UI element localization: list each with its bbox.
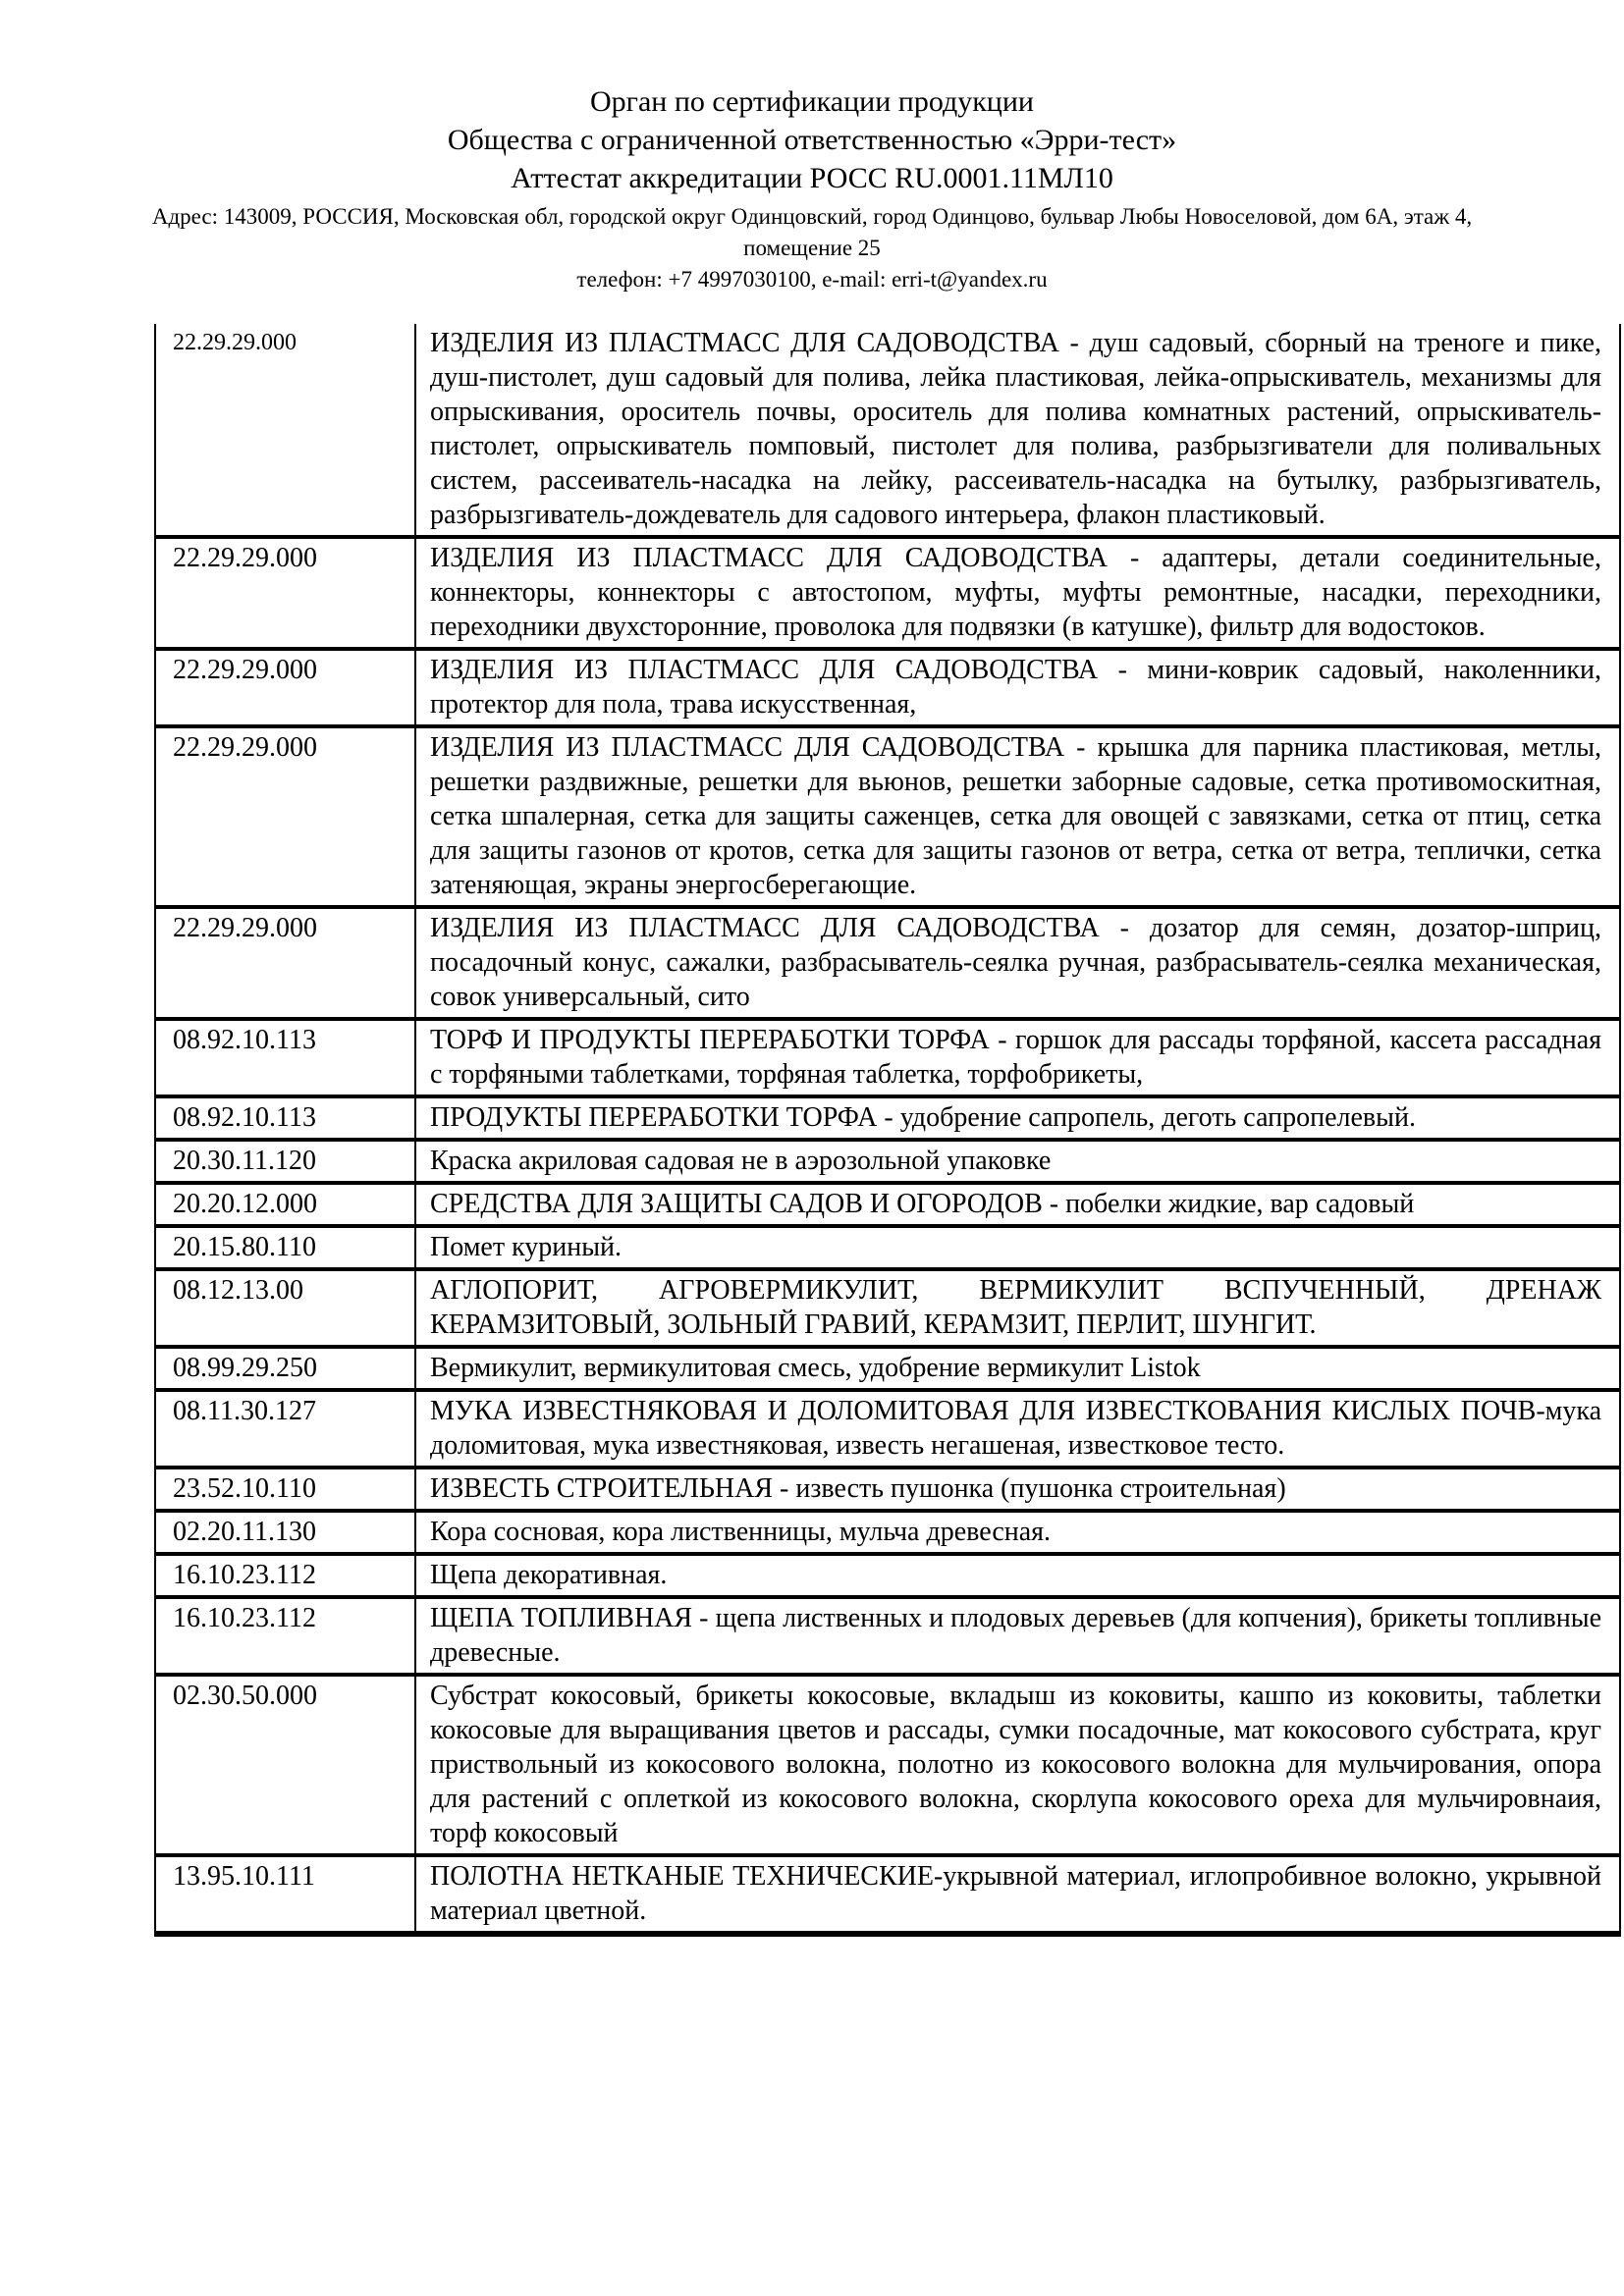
description-text: Субстрат кокосовый, брикеты кокосовые, вкладыш из коковиты, кашпо из коковиты, таблетки кокосовые для выращивания цветов и рассады, сумки посадочные, мат кокосового субстрата, круг приствольный из кокосового волокна, полотно из кокосового волокна для мульчирования, опора для растений с оплеткой из кокосового волокна, скорлупа кокосового ореха для мульчировнаия, торф кокосовый	[430, 1681, 1601, 1848]
code-text: 08.11.30.127	[173, 1396, 316, 1426]
description-cell	[415, 1468, 1620, 1511]
code-text: 08.92.10.113	[173, 1102, 316, 1133]
description-cell	[415, 907, 1620, 1019]
description-cell	[415, 1019, 1620, 1096]
code-cell	[155, 1511, 415, 1554]
description-cell	[415, 649, 1620, 726]
table-row	[155, 726, 1620, 907]
table-row	[155, 1390, 1620, 1468]
code-cell	[155, 537, 415, 649]
code-cell	[155, 1597, 415, 1675]
org-address: Адрес: 143009, РОССИЯ, Московская обл, городской округ Одинцовский, город Одинцово, бульвар Любы Новоселовой, дом 6А, этаж 4, помещение 25	[151, 204, 1473, 260]
code-text: 08.99.29.250	[173, 1353, 317, 1383]
table-row	[155, 324, 1620, 537]
description-text: ИЗДЕЛИЯ ИЗ ПЛАСТМАСС ДЛЯ САДОВОДСТВА - дозатор для семян, дозатор-шприц, посадочный конус, сажалки, разбрасыватель-сеялка ручная, разбрасыватель-сеялка механическая, совок универсальный, сито	[430, 913, 1601, 1012]
description-text: ИЗДЕЛИЯ ИЗ ПЛАСТМАСС ДЛЯ САДОВОДСТВА - адаптеры, детали соединительные, коннекторы, коннекторы с автостопом, муфты, муфты ремонтные, насадки, переходники, переходники двухсторонние, проволока для подвязки (в катушке), фильтр для водостоков.	[430, 543, 1601, 642]
code-text: 22.29.29.000	[173, 913, 317, 943]
description-text: Кора сосновая, кора лиственницы, мульча древесная.	[430, 1517, 1052, 1547]
code-text: 20.20.12.000	[173, 1189, 317, 1219]
table-row	[155, 1269, 1620, 1347]
org-title: Орган по сертификации продукции	[590, 85, 1034, 118]
code-cell	[155, 1140, 415, 1183]
description-text: ПОЛОТНА НЕТКАНЫЕ ТЕХНИЧЕСКИЕ-укрывной материал, иглопробивное волокно, укрывной материал цветной.	[430, 1861, 1601, 1926]
description-cell	[415, 1554, 1620, 1597]
table-row	[155, 649, 1620, 726]
code-text: 22.29.29.000	[173, 330, 297, 355]
description-cell	[415, 324, 1620, 537]
table-row	[155, 1019, 1620, 1096]
table-row	[155, 907, 1620, 1019]
code-cell	[155, 324, 415, 537]
description-text: ИЗДЕЛИЯ ИЗ ПЛАСТМАСС ДЛЯ САДОВОДСТВА - мини-коврик садовый, наколенники, протектор для пола, трава искусственная,	[430, 655, 1601, 720]
code-cell	[155, 907, 415, 1019]
products-table	[154, 324, 1621, 1937]
table-row	[155, 537, 1620, 649]
table-row	[155, 1554, 1620, 1597]
description-cell	[415, 726, 1620, 907]
document-header	[0, 82, 1624, 295]
code-text: 08.12.13.00	[173, 1275, 303, 1306]
description-cell	[415, 1226, 1620, 1269]
description-text: Вермикулит, вермикулитовая смесь, удобрение вермикулит Listok	[430, 1353, 1201, 1383]
description-cell	[415, 1140, 1620, 1183]
code-cell	[155, 649, 415, 726]
description-cell	[415, 1183, 1620, 1226]
table-row	[155, 1855, 1620, 1934]
org-name: Общества с ограниченной ответственностью «Эрри-тест»	[447, 124, 1177, 156]
description-text: ИЗДЕЛИЯ ИЗ ПЛАСТМАСС ДЛЯ САДОВОДСТВА - крышка для парника пластиковая, метлы, решетки раздвижные, решетки для вьюнов, решетки заборные садовые, сетка противомоскитная, сетка шпалерная, сетка для защиты саженцев, сетка для овощей с завязками, сетка от птиц, сетка для защиты газонов от кротов, сетка для защиты газонов от ветра, сетка от ветра, теплички, сетка затеняющая, экраны энергосберегающие.	[430, 732, 1601, 900]
table-row	[155, 1183, 1620, 1226]
code-cell	[155, 1675, 415, 1855]
org-contacts: телефон: +7 4997030100, e-mail: erri-t@yandex.ru	[576, 267, 1048, 292]
code-cell	[155, 1183, 415, 1226]
description-cell	[415, 1511, 1620, 1554]
description-cell	[415, 537, 1620, 649]
code-text: 02.20.11.130	[173, 1517, 316, 1547]
code-text: 08.92.10.113	[173, 1025, 316, 1055]
code-text: 13.95.10.111	[173, 1861, 315, 1892]
code-text: 16.10.23.112	[173, 1560, 316, 1590]
code-cell	[155, 1855, 415, 1934]
description-text: ПРОДУКТЫ ПЕРЕРАБОТКИ ТОРФА - удобрение сапропель, деготь сапропелевый.	[430, 1102, 1416, 1133]
table-row	[155, 1347, 1620, 1390]
table-row	[155, 1140, 1620, 1183]
description-text: ЩЕПА ТОПЛИВНАЯ - щепа лиственных и плодовых деревьев (для копчения), брикеты топливные древесные.	[430, 1603, 1601, 1668]
code-cell	[155, 1390, 415, 1468]
code-cell	[155, 1347, 415, 1390]
code-cell	[155, 726, 415, 907]
description-cell	[415, 1675, 1620, 1855]
table-row	[155, 1226, 1620, 1269]
code-text: 20.15.80.110	[173, 1232, 316, 1262]
code-cell	[155, 1096, 415, 1140]
table-row	[155, 1096, 1620, 1140]
accreditation-number: Аттестат аккредитации РОСС RU.0001.11МЛ10	[511, 162, 1113, 194]
description-cell	[415, 1269, 1620, 1347]
description-cell	[415, 1597, 1620, 1675]
code-cell	[155, 1269, 415, 1347]
code-text: 23.52.10.110	[173, 1473, 316, 1504]
table-row	[155, 1597, 1620, 1675]
description-cell	[415, 1855, 1620, 1934]
code-text: 02.30.50.000	[173, 1681, 317, 1711]
code-cell	[155, 1226, 415, 1269]
description-text: Краска акриловая садовая не в аэрозольной упаковке	[430, 1146, 1052, 1176]
description-text: АГЛОПОРИТ, АГРОВЕРМИКУЛИТ, ВЕРМИКУЛИТ ВСПУЧЕННЫЙ, ДРЕНАЖ КЕРАМЗИТОВЫЙ, ЗОЛЬНЫЙ ГРАВИЙ, КЕРАМЗИТ, ПЕРЛИТ, ШУНГИТ.	[430, 1275, 1601, 1340]
code-cell	[155, 1554, 415, 1597]
description-cell	[415, 1347, 1620, 1390]
description-text: ИЗВЕСТЬ СТРОИТЕЛЬНАЯ - известь пушонка (пушонка строительная)	[430, 1473, 1286, 1504]
products-table-body	[155, 324, 1620, 1934]
description-text: Помет куриный.	[430, 1232, 623, 1262]
description-text: СРЕДСТВА ДЛЯ ЗАЩИТЫ САДОВ И ОГОРОДОВ - побелки жидкие, вар садовый	[430, 1189, 1415, 1219]
description-text: ТОРФ И ПРОДУКТЫ ПЕРЕРАБОТКИ ТОРФА - горшок для рассады торфяной, кассета рассадная с торфяными таблетками, торфяная таблетка, торфобрикеты,	[430, 1025, 1601, 1090]
code-text: 20.30.11.120	[173, 1146, 316, 1176]
table-row	[155, 1511, 1620, 1554]
code-cell	[155, 1019, 415, 1096]
description-cell	[415, 1390, 1620, 1468]
code-text: 22.29.29.000	[173, 655, 317, 685]
table-row	[155, 1468, 1620, 1511]
code-text: 22.29.29.000	[173, 543, 317, 573]
code-cell	[155, 1468, 415, 1511]
description-text: ИЗДЕЛИЯ ИЗ ПЛАСТМАСС ДЛЯ САДОВОДСТВА - душ садовый, сборный на треноге и пике, душ-пистолет, душ садовый для полива, лейка пластиковая, лейка-опрыскиватель, механизмы для опрыскивания, ороситель почвы, ороситель для полива комнатных растений, опрыскиватель-пистолет, опрыскиватель помповый, пистолет для полива, разбрызгиватели для поливальных систем, рассеиватель-насадка на лейку, рассеиватель-насадка на бутылку, разбрызгиватель, разбрызгиватель-дождеватель для садового интерьера, флакон пластиковый.	[430, 328, 1601, 530]
description-text: МУКА ИЗВЕСТНЯКОВАЯ И ДОЛОМИТОВАЯ ДЛЯ ИЗВЕСТКОВАНИЯ КИСЛЫХ ПОЧВ-мука доломитовая, мука известняковая, известь негашеная, известковое тесто.	[430, 1396, 1601, 1461]
description-text: Щепа декоративная.	[430, 1560, 668, 1590]
table-row	[155, 1675, 1620, 1855]
code-text: 16.10.23.112	[173, 1603, 316, 1633]
description-cell	[415, 1096, 1620, 1140]
code-text: 22.29.29.000	[173, 732, 317, 763]
